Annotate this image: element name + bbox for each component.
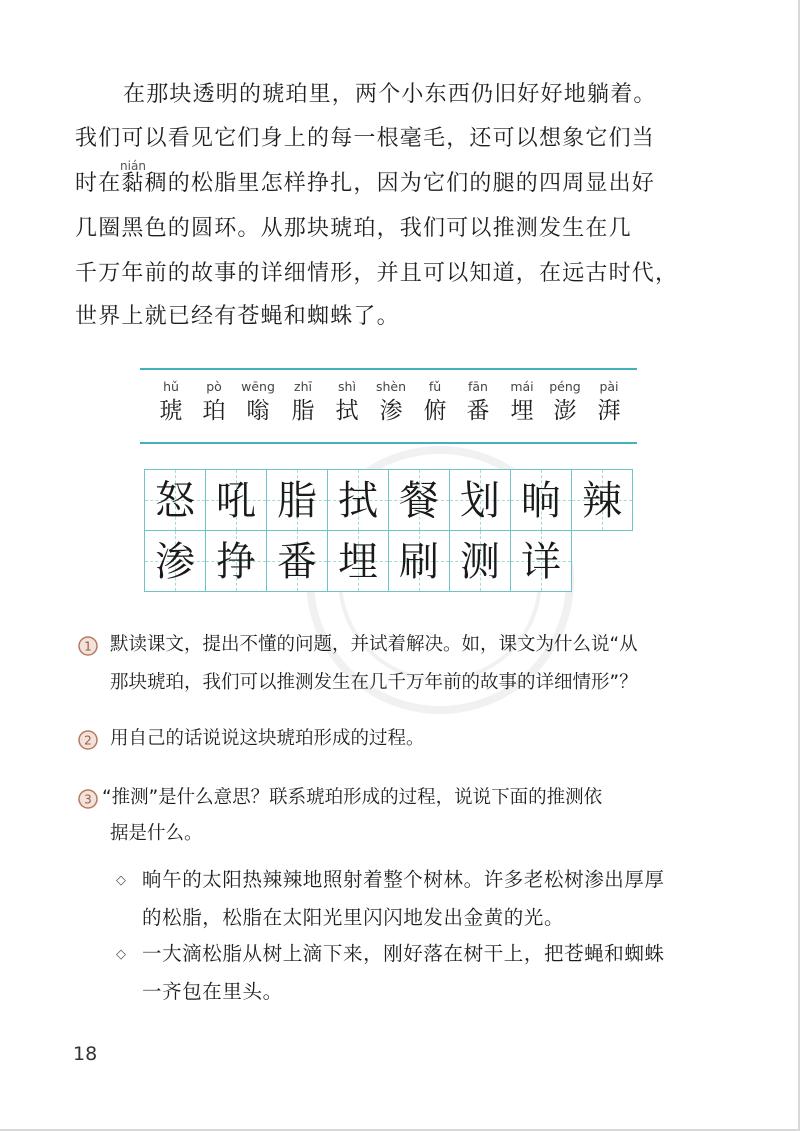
grid-cell: [571, 469, 633, 531]
grid-cell: [266, 530, 328, 592]
read-char-hanzi: 琥: [159, 398, 183, 424]
bullet-1-line-2: 的松脂，松脂在太阳光里闪闪地发出金黄的光。: [142, 906, 565, 929]
read-char: [589, 378, 629, 426]
reading-characters-box: [140, 368, 637, 444]
read-char-pinyin: mái: [510, 379, 534, 394]
passage-line-2: 我们可以看见它们身上的每一根毫毛，还可以想象它们当: [75, 126, 656, 151]
grid-char: 吼: [216, 478, 256, 524]
grid-char: 晌: [521, 478, 561, 524]
exercise-number-2-icon: [78, 730, 98, 750]
read-char-pinyin: pài: [599, 379, 619, 394]
bullet-2-line-2: 一齐包在里头。: [142, 980, 283, 1003]
ruby-nian: [120, 159, 146, 199]
read-char-hanzi: 湃: [597, 398, 621, 424]
passage-line-3-end: 稠的松脂里怎样挣扎，因为它们的腿的四周显出好: [144, 171, 656, 196]
grid-cell: [327, 469, 389, 531]
bullet-1-line-1: 晌午的太阳热辣辣地照射着整个树林。许多老松树渗出厚厚: [142, 868, 665, 891]
read-char-hanzi: 番: [466, 398, 490, 424]
read-char-hanzi: 珀: [202, 398, 226, 424]
read-char: [283, 378, 323, 426]
grid-cell: [327, 530, 389, 592]
exercise-3-line-1: “推测”是什么意思？联系琥珀形成的过程，说说下面的推测依: [102, 787, 603, 808]
grid-cell: [510, 469, 572, 531]
read-char-pinyin: shèn: [375, 379, 407, 394]
grid-cell: [388, 469, 450, 531]
grid-char: 辣: [582, 478, 622, 524]
grid-char: 刷: [399, 539, 439, 585]
ruby-pinyin-nian: nián: [120, 159, 146, 173]
grid-cell: [205, 530, 267, 592]
grid-cell: [510, 530, 572, 592]
read-char-hanzi: 脂: [291, 398, 315, 424]
passage-line-6: 世界上就已经有苍蝇和蜘蛛了。: [75, 304, 400, 329]
exercise-number-3: 3: [84, 792, 92, 807]
read-char-pinyin: pò: [206, 379, 222, 394]
passage-line-5: 千万年前的故事的详细情形，并且可以知道，在远古时代，: [75, 261, 679, 286]
passage-line-3: [75, 159, 656, 199]
exercise-number-3-icon: [78, 789, 98, 809]
read-char-hanzi: 渗: [379, 398, 403, 424]
exercise-3-line-2: 据是什么。: [110, 823, 203, 844]
read-char: [545, 378, 585, 426]
diamond-bullet-icon: ◇: [116, 947, 126, 962]
passage-line-3-start: 时在: [75, 171, 122, 196]
grid-char: 拭: [338, 478, 378, 524]
read-char-hanzi: 拭: [335, 398, 359, 424]
exercise-1-line-1: 默读课文，提出不懂的问题，并试着解决。如，课文为什么说“从: [110, 634, 638, 655]
grid-cell: [449, 530, 511, 592]
grid-cell: [266, 469, 328, 531]
grid-char: 脂: [277, 478, 317, 524]
read-char-hanzi: 嗡: [246, 398, 270, 424]
read-char-hanzi: 俯: [423, 398, 447, 424]
grid-char: 测: [460, 539, 500, 585]
read-char: [502, 378, 542, 426]
passage-line-4: 几圈黑色的圆环。从那块琥珀，我们可以推测发生在几: [75, 216, 632, 241]
page-number: 18: [73, 1043, 98, 1065]
read-char-hanzi: 埋: [510, 398, 534, 424]
exercise-number-2: 2: [84, 733, 92, 748]
read-char: [238, 378, 278, 426]
read-char-pinyin: zhī: [294, 379, 312, 394]
bullet-2-line-1: 一大滴松脂从树上滴下来，刚好落在树干上，把苍蝇和蜘蛛: [142, 942, 665, 965]
grid-char: 渗: [155, 539, 195, 585]
grid-char: 番: [277, 539, 317, 585]
exercise-number-1: 1: [84, 639, 92, 654]
read-char: [151, 378, 191, 426]
read-char: [327, 378, 367, 426]
read-char: [371, 378, 411, 426]
grid-char: 怒: [155, 478, 195, 524]
grid-char: 划: [460, 478, 500, 524]
read-char: [194, 378, 234, 426]
read-char: [458, 378, 498, 426]
read-char-pinyin: hǔ: [163, 379, 179, 394]
exercise-2-line-1: 用自己的话说说这块琥珀形成的过程。: [110, 728, 425, 749]
grid-char: 埋: [338, 539, 378, 585]
diamond-bullet-icon: ◇: [116, 873, 126, 888]
read-char-pinyin: péng: [549, 379, 581, 394]
grid-cell: [205, 469, 267, 531]
grid-char: 挣: [216, 539, 256, 585]
read-char-hanzi: 澎: [553, 398, 577, 424]
ruby-char-nian: 黏: [121, 171, 145, 196]
exercise-1-line-2: 那块琥珀，我们可以推测发生在几千万年前的故事的详细情形”？: [110, 672, 638, 693]
grid-cell: [144, 469, 206, 531]
grid-char: 餐: [399, 478, 439, 524]
read-char-pinyin: shì: [338, 379, 356, 394]
exercise-number-1-icon: [78, 636, 98, 656]
read-char-pinyin: wēng: [241, 379, 275, 394]
read-char: [415, 378, 455, 426]
grid-cell: [449, 469, 511, 531]
read-char-pinyin: fān: [468, 379, 488, 394]
grid-cell: [144, 530, 206, 592]
read-char-pinyin: fǔ: [428, 379, 442, 394]
grid-char: 详: [521, 539, 561, 585]
grid-cell: [388, 530, 450, 592]
passage-line-1: 在那块透明的琥珀里，两个小东西仍旧好好地躺着。: [123, 82, 657, 107]
